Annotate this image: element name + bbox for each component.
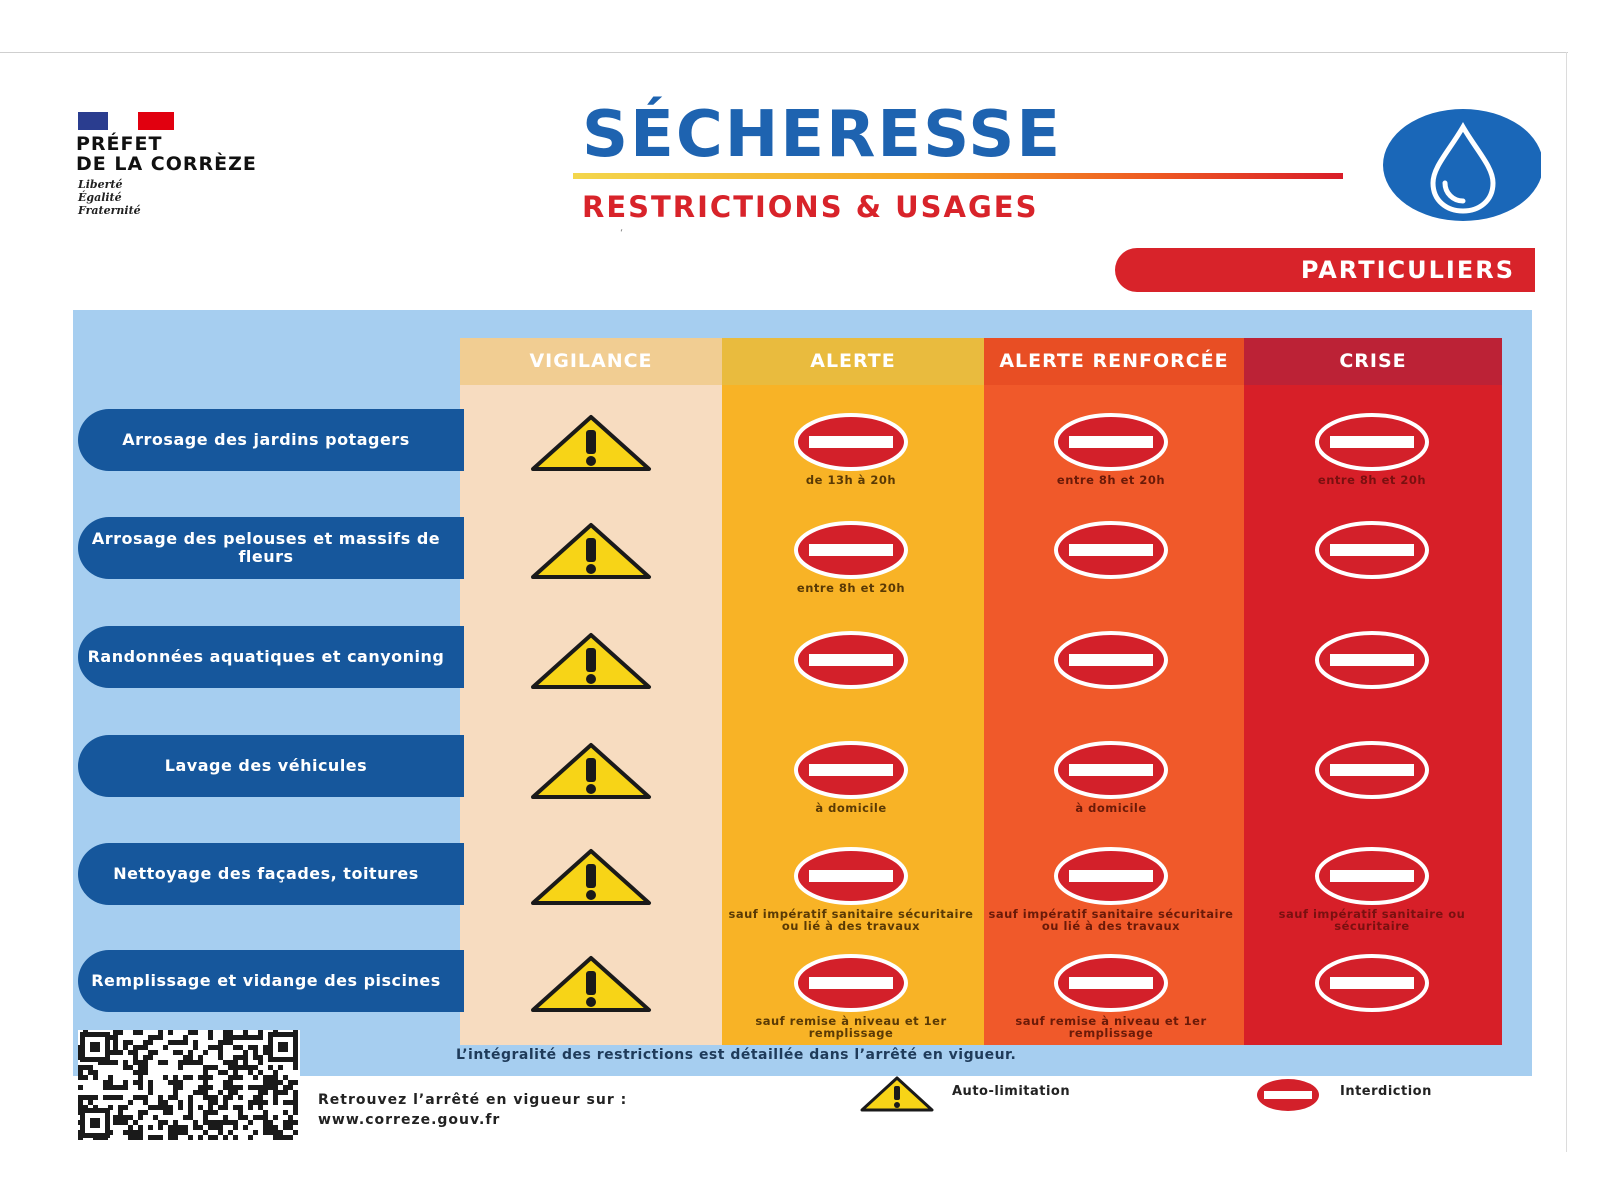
prefet-line-2: DE LA CORRÈZE [76, 153, 257, 175]
motto-egalite: Égalité [78, 191, 122, 204]
cell-note: sauf impératif sanitaire ou sécuritaire [1278, 907, 1466, 933]
top-rule [0, 52, 1568, 53]
right-rule [1566, 52, 1567, 1152]
no-entry-icon [1314, 740, 1430, 800]
no-entry-icon [793, 953, 909, 1013]
cell-note: à domicile [1075, 801, 1147, 815]
column-header-vigilance: VIGILANCE [460, 338, 722, 385]
cell-note: de 13h à 20h [805, 473, 897, 487]
column-header-crise: CRISE [1244, 338, 1502, 385]
motto-liberte: Liberté [78, 178, 123, 191]
cell-note: à domicile [815, 801, 887, 815]
row-label-pelouses: Arrosage des pelouses et massifs de fleurs [78, 517, 464, 579]
cell-note: sauf impératif sanitaire sécuritaire ou lié à des travaux [728, 907, 974, 933]
page-subtitle: RESTRICTIONS & USAGES [582, 190, 1039, 224]
warning-icon [530, 414, 652, 472]
column-header-alerte: ALERTE [722, 338, 984, 385]
warning-icon [530, 848, 652, 906]
cell-note: sauf impératif sanitaire sécuritaire ou lié à des travaux [988, 907, 1234, 933]
stray-mark: ‘ [620, 228, 624, 239]
no-entry-icon [793, 412, 909, 472]
audience-badge: PARTICULIERS [1115, 248, 1535, 292]
no-entry-icon [1314, 846, 1430, 906]
no-entry-icon [1053, 412, 1169, 472]
page-title: SÉCHERESSE [582, 98, 1063, 172]
find-decree-line-1: Retrouvez l’arrêté en vigueur sur : [318, 1092, 628, 1108]
motto-fraternite: Fraternité [78, 204, 141, 217]
cell-note: entre 8h et 20h [796, 581, 906, 595]
find-decree-text [318, 1090, 627, 1130]
website-link[interactable]: www.correze.gouv.fr [318, 1112, 501, 1128]
legend-warning-label: Auto-limitation [952, 1084, 1071, 1099]
no-entry-icon [793, 740, 909, 800]
warning-icon [530, 632, 652, 690]
water-drop-icon [1383, 109, 1541, 221]
row-label-piscines: Remplissage et vidange des piscines [78, 950, 464, 1012]
no-entry-icon [1314, 412, 1430, 472]
no-entry-icon [1053, 953, 1169, 1013]
legend-no-entry-label: Interdiction [1340, 1084, 1432, 1099]
cell-note: entre 8h et 20h [1056, 473, 1166, 487]
no-entry-icon [1314, 953, 1430, 1013]
cell-note: sauf remise à niveau et 1er remplissage [1015, 1014, 1207, 1040]
title-gradient-bar [573, 173, 1343, 179]
legend-no-entry-icon [1256, 1078, 1320, 1112]
cell-note: entre 8h et 20h [1317, 473, 1427, 487]
prefecture-name [76, 134, 257, 174]
footer-note: L’intégralité des restrictions est détaillée dans l’arrêté en vigueur. [456, 1047, 1017, 1063]
no-entry-icon [793, 520, 909, 580]
no-entry-icon [1314, 630, 1430, 690]
column-header-alerte-renforcee: ALERTE RENFORCÉE [984, 338, 1244, 385]
row-label-randonnees: Randonnées aquatiques et canyoning [78, 626, 464, 688]
no-entry-icon [1053, 520, 1169, 580]
no-entry-icon [793, 630, 909, 690]
warning-icon [530, 742, 652, 800]
prefet-line-1: PRÉFET [76, 133, 163, 155]
cell-note: sauf remise à niveau et 1er remplissage [755, 1014, 947, 1040]
marianne-flag-logo [78, 112, 174, 130]
no-entry-icon [1314, 520, 1430, 580]
no-entry-icon [793, 846, 909, 906]
warning-icon [530, 522, 652, 580]
republic-motto [78, 178, 141, 217]
row-label-vehicules: Lavage des véhicules [78, 735, 464, 797]
no-entry-icon [1053, 630, 1169, 690]
legend-warning-icon [860, 1076, 934, 1112]
row-label-jardins: Arrosage des jardins potagers [78, 409, 464, 471]
no-entry-icon [1053, 740, 1169, 800]
row-label-facades: Nettoyage des façades, toitures [78, 843, 464, 905]
no-entry-icon [1053, 846, 1169, 906]
qr-code-icon [78, 1030, 300, 1140]
warning-icon [530, 955, 652, 1013]
